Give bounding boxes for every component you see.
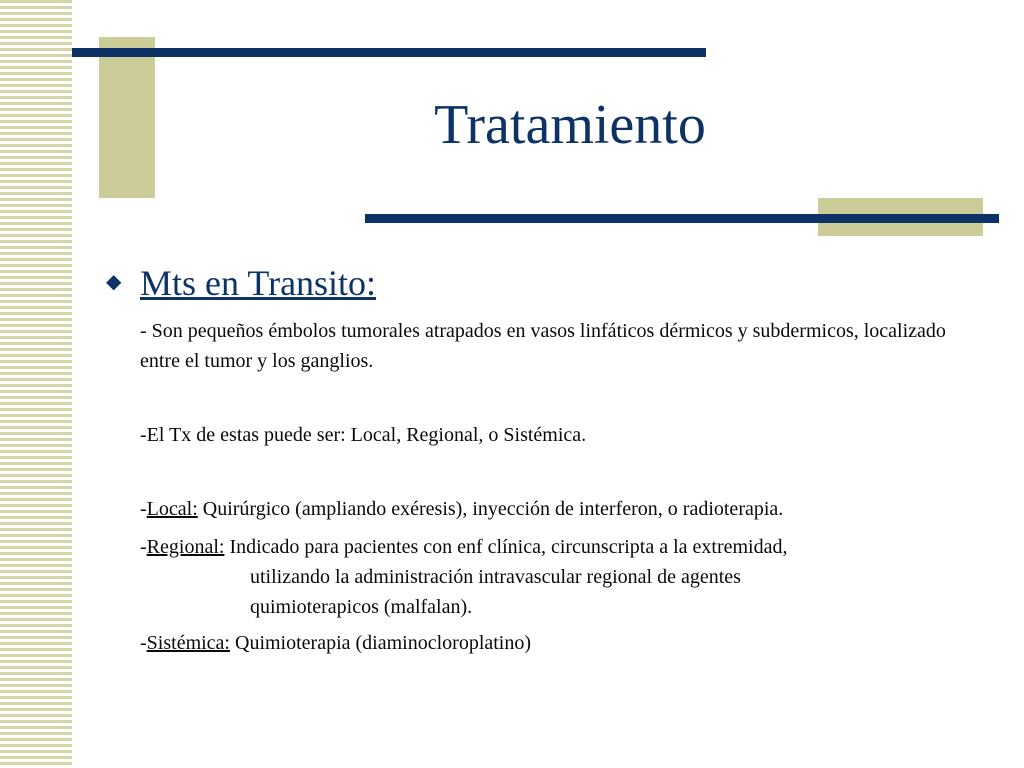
decorative-beige-block-top — [99, 37, 155, 198]
paragraph-definition: - Son pequeños émbolos tumorales atrapados en vasos linfáticos dérmicos y subdermicos, localizado entre el tumor y los ganglios. — [140, 320, 946, 372]
sistemica-text: Quimioterapia (diaminocloroplatino) — [230, 632, 532, 654]
regional-line-3: quimioterapicos (malfalan). — [250, 596, 473, 618]
regional-line-2: utilizando la administración intravascular regional de agentes — [250, 566, 741, 588]
sistemica-label: Sistémica: — [146, 632, 230, 654]
regional-line-1 — [140, 532, 980, 562]
paragraph-regional — [140, 532, 980, 622]
sistemica-prefix: - — [140, 632, 147, 654]
local-text: Quirúrgico (ampliando exéresis), inyección de interferon, o radioterapia. — [197, 498, 784, 520]
paragraph-sistemica — [140, 628, 980, 658]
paragraph-treatment-types: -El Tx de estas puede ser: Local, Regional, o Sistémica. — [140, 424, 587, 446]
slide-title: Tratamiento — [434, 94, 706, 156]
diamond-bullet-icon: ◆ — [106, 271, 122, 293]
paragraph-local — [140, 494, 980, 524]
local-label: Local: — [146, 498, 198, 520]
top-navy-rule — [72, 48, 706, 57]
local-prefix: - — [140, 498, 147, 520]
regional-text: Indicado para pacientes con enf clínica, circunscripta a la extremidad, — [224, 536, 788, 558]
regional-label: Regional: — [146, 536, 225, 558]
regional-prefix: - — [140, 536, 147, 558]
section-heading: Mts en Transito: — [140, 263, 377, 303]
bottom-navy-rule — [365, 214, 999, 223]
striped-left-border — [0, 0, 72, 768]
